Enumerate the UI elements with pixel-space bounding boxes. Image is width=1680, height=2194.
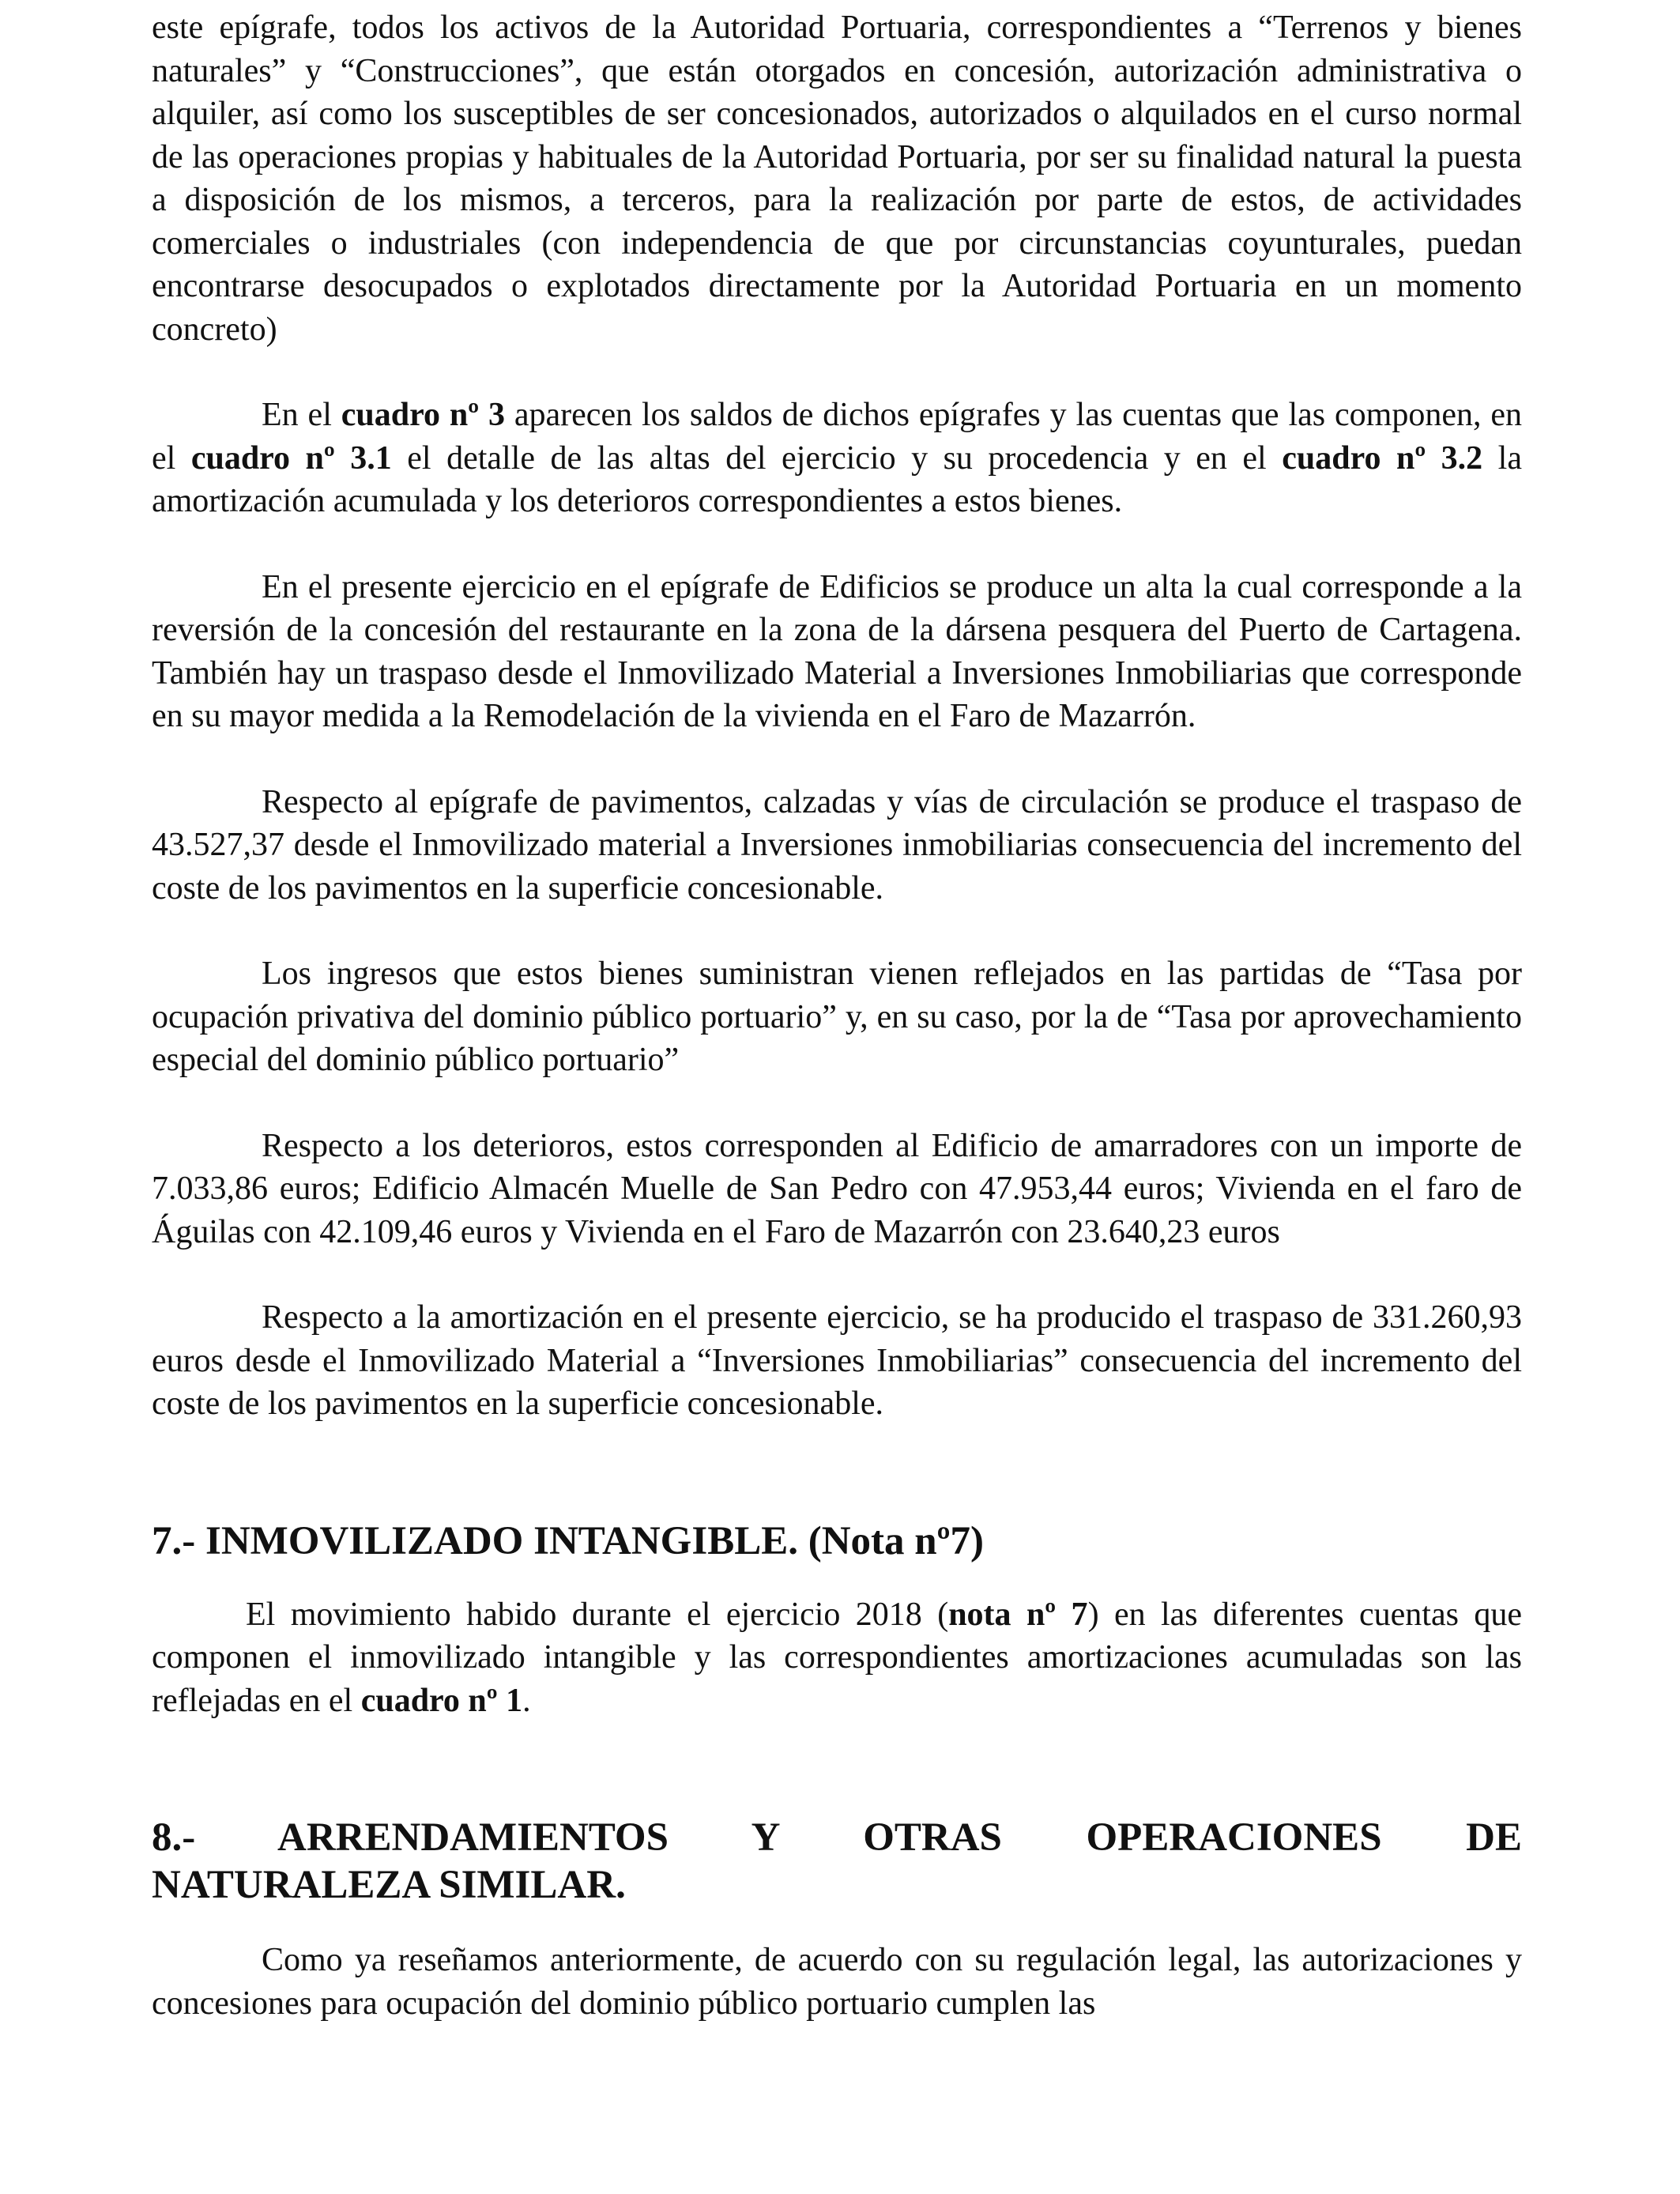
text-run: aparecen los saldos de dichos epígrafes y las cuentas que las componen, en el [152, 397, 1522, 477]
paragraph-activos: este epígrafe, todos los activos de la Autoridad Portuaria, correspondientes a “Terrenos y bienes naturales” y “Construcciones”, que están otorgados en concesión, autorización administrativa o alquiler, así como los susceptibles de ser concesionados, autorizados o alquilados en el curso normal de las operaciones propias y habituales de la Autoridad Portuaria, por ser su finalidad natural la puesta a disposición de los mismos, a terceros, para la realización por parte de estos, de actividades comerciales o industriales (con independencia de que por circunstancias coyunturales, puedan encontrarse desocupados o explotados directamente por la Autoridad Portuaria en un momento concreto) [152, 9, 1522, 348]
bold-ref-cuadro-1: cuadro nº 1 [360, 1682, 523, 1719]
paragraph-ingresos: Los ingresos que estos bienes suministran vienen reflejados en las partidas de “Tasa por ocupación privativa del dominio público portuario” y, en su caso, por la de “Tasa por aprovechamiento especial del dominio público portuario” [152, 956, 1522, 1078]
document-page [152, 6, 1522, 2025]
bold-ref-cuadro-3-2: cuadro nº 3.2 [1282, 439, 1483, 477]
bold-ref-cuadro-3-1: cuadro nº 3.1 [190, 439, 392, 477]
text-run: En el [262, 397, 341, 433]
text-run: El movimiento habido durante el ejercicio 2018 ( [246, 1596, 949, 1633]
section-heading-8-line1: 8.- ARRENDAMIENTOS Y OTRAS OPERACIONES DE [152, 1815, 1522, 1860]
paragraph-arrendamientos: Como ya reseñamos anteriormente, de acuerdo con su regulación legal, las autorizaciones y concesiones para ocupación del dominio público portuario cumplen las [152, 1942, 1522, 2022]
text-run: la amortización acumulada y los deterioros correspondientes a estos bienes. [152, 439, 1522, 519]
text-run: ) en las diferentes cuentas que componen el inmovilizado intangible y las correspondientes amortizaciones acumuladas son las reflejadas en el [152, 1596, 1522, 1719]
bold-ref-nota-7: nota nº 7 [948, 1596, 1088, 1633]
section-heading-7: 7.- INMOVILIZADO INTANGIBLE. (Nota nº7) [152, 1518, 984, 1563]
paragraph-intangible [152, 1593, 1522, 1723]
text-run: el detalle de las altas del ejercicio y su procedencia y en el [391, 439, 1283, 477]
paragraph-pavimentos: Respecto al epígrafe de pavimentos, calzadas y vías de circulación se produce el traspaso de 43.527,37 desde el Inmovilizado material a Inversiones inmobiliarias consecuencia del incremento del coste de los pavimentos en la superficie concesionable. [152, 783, 1522, 907]
paragraph-deterioros: Respecto a los deterioros, estos corresponden al Edificio de amarradores con un importe de 7.033,86 euros; Edificio Almacén Muelle de San Pedro con 47.953,44 euros; Vivienda en el faro de Águilas con 42.109,46 euros y Vivienda en el Faro de Mazarrón con 23.640,23 euros [152, 1127, 1522, 1250]
text-run: . [522, 1682, 531, 1719]
paragraph-amortizacion: Respecto a la amortización en el presente ejercicio, se ha producido el traspaso de 331.260,93 euros desde el Inmovilizado Material a “Inversiones Inmobiliarias” consecuencia del incremento del coste de los pavimentos en la superficie concesionable. [152, 1299, 1522, 1422]
bold-ref-cuadro-3: cuadro nº 3 [341, 397, 505, 433]
paragraph-edificios: En el presente ejercicio en el epígrafe de Edificios se produce un alta la cual corresponde a la reversión de la concesión del restaurante en la zona de la dársena pesquera del Puerto de Cartagena. También hay un traspaso desde el Inmovilizado Material a Inversiones Inmobiliarias que corresponde en su mayor medida a la Remodelación de la vivienda en el Faro de Mazarrón. [152, 568, 1522, 734]
paragraph-cuadros [152, 394, 1522, 523]
section-heading-8-line2: NATURALEZA SIMILAR. [152, 1863, 626, 1907]
